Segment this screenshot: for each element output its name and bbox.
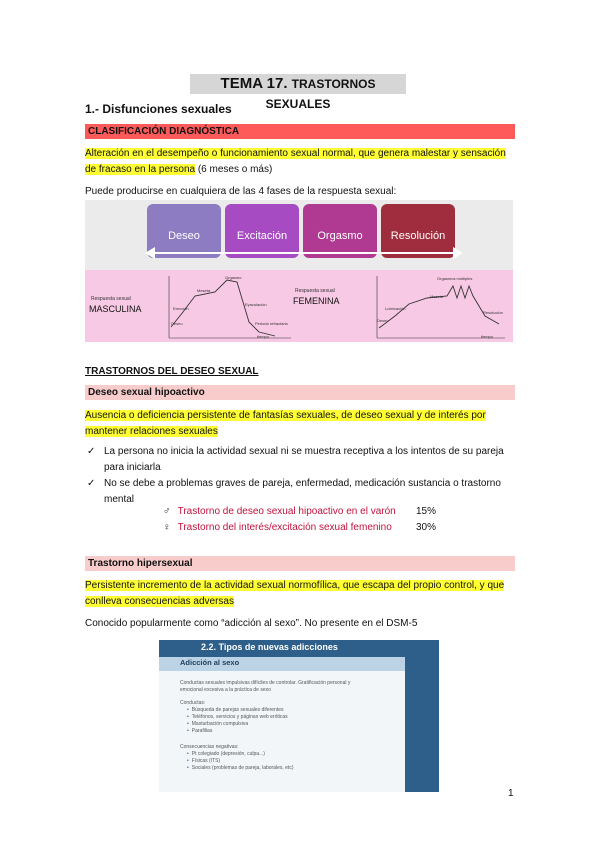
arrow-right-icon: [453, 247, 463, 259]
m-ereccion: Erección: [173, 306, 189, 311]
title-main: TEMA 17.: [220, 75, 288, 92]
slide-n2: • Físicas (ITS): [187, 758, 220, 764]
f-tiempo: tiempo: [481, 334, 494, 339]
page-title: [190, 74, 406, 111]
slide-conductas: Conductas:: [180, 700, 206, 706]
slide-p1: Conductas sexuales impulsivas difíciles de controlar. Gratificación personal y: [180, 680, 351, 686]
prevalence-pct-female: 30%: [416, 522, 437, 533]
response-curves: [85, 270, 513, 342]
m-tiempo: tiempo: [257, 334, 270, 339]
f-meseta: Meseta: [430, 294, 444, 299]
slide-consec: Consecuencias negativas:: [180, 744, 239, 750]
phase-orgasmo: Orgasmo: [303, 204, 377, 258]
definition-line-2: de fracaso en la persona: [85, 164, 196, 175]
clasificacion-definition: [85, 146, 515, 178]
hipo-def-line-1: Ausencia o deficiencia persistente de fantasías sexuales, de deseo sexual y de interés por: [85, 410, 486, 421]
slide-c3: • Masturbación compulsiva: [187, 721, 248, 727]
section-heading-disfunciones: 1.- Disfunciones sexuales: [85, 102, 232, 116]
criterion-2-line-1: No se debe a problemas graves de pareja, enfermedad, medicación sustancia o trastorno: [104, 478, 501, 489]
prevalence-row-female: [163, 521, 453, 535]
male-symbol-icon: ♂: [163, 506, 171, 517]
hipersexual-note: Conocido popularmente como “adicción al sexo”. No presente en el DSM-5: [85, 618, 418, 629]
fem-caption: Respuesta sexual: [295, 288, 335, 294]
check-icon: ✓: [87, 478, 96, 489]
clasificacion-bar: CLASIFICACIÓN DIAGNÓSTICA: [85, 124, 515, 139]
slide-subheader: [159, 657, 405, 671]
m-deseo: Deseo: [171, 321, 183, 326]
phases-diagram: [85, 200, 513, 270]
fem-label: FEMENINA: [293, 296, 340, 306]
phase-deseo: Deseo: [147, 204, 221, 258]
slide-right-band: [405, 657, 439, 792]
definition-line-1: Alteración en el desempeño o funcionamiento sexual normal, que genera malestar y sensación: [85, 148, 506, 159]
phase-resolucion: Resolución: [381, 204, 455, 258]
f-orgasmos: Orgasmos múltiples: [437, 276, 473, 281]
prevalence-row-male: [163, 505, 453, 519]
slide-title: 2.2. Tipos de nuevas adicciones: [201, 642, 338, 652]
fases-intro: Puede producirse en cualquiera de las 4 fases de la respuesta sexual:: [85, 186, 397, 197]
criterion-1-line-2: para iniciarla: [104, 462, 161, 473]
slide-n1: • Pt colegiado (depresión, culpa...): [187, 751, 265, 757]
definition-tail: (6 meses o más): [195, 164, 273, 175]
criterion-2-line-2: mental: [104, 494, 135, 505]
deseo-heading: TRASTORNOS DEL DESEO SEXUAL: [85, 366, 259, 377]
f-resol: Resolución: [483, 310, 503, 315]
prevalence-pct-male: 15%: [416, 506, 437, 517]
prevalence-label-male: Trastorno de deseo sexual hipoactivo en el varón: [177, 506, 396, 517]
hiper-def-line-2: conlleva consecuencias adversas: [85, 596, 234, 607]
female-symbol-icon: ♀: [163, 522, 171, 533]
title-rest: TRASTORNOS SEXUALES: [265, 77, 376, 111]
m-periodo: Periodo refractario: [255, 321, 288, 326]
hipersexual-bar: Trastorno hipersexual: [85, 556, 515, 571]
phase-excitacion: Excitación: [225, 204, 299, 258]
slide-p2: emocional excesiva a la práctica de sexo: [180, 687, 271, 693]
slide-c1: • Búsqueda de parejas sexuales diferentes: [187, 707, 284, 713]
hiper-def-line-1: Persistente incremento de la actividad sexual normofílica, que escapa del propio control, y que: [85, 580, 505, 591]
masc-label: MASCULINA: [89, 304, 142, 314]
check-icon: ✓: [87, 446, 96, 457]
slide-c4: • Parafilias: [187, 728, 212, 734]
prevalence-label-female: Trastorno del interés/excitación sexual femenino: [177, 522, 392, 533]
hipoactivo-definition: [85, 408, 515, 440]
m-meseta: Meseta: [197, 288, 211, 293]
m-orgasmo: Orgasmo: [225, 275, 242, 280]
hipoactivo-bar: Deseo sexual hipoactivo: [85, 385, 515, 400]
criterion-1: [104, 444, 514, 476]
f-lubric: Lubricación: [385, 306, 406, 311]
criterion-2: [104, 476, 514, 508]
hipo-def-line-2: mantener relaciones sexuales: [85, 426, 218, 437]
masc-caption: Respuesta sexual: [91, 296, 131, 302]
arrow-left-icon: [145, 247, 155, 259]
slide-n3: • Sociales (problemas de pareja, laborales, etc): [187, 765, 293, 771]
slide-c2: • Teléfonos, servicios y páginas web eróticas: [187, 714, 288, 720]
phases-arrow-line: [151, 252, 457, 254]
page-number: 1: [508, 788, 514, 799]
f-deseo: Deseo: [377, 318, 389, 323]
m-eyac: Eyaculación: [245, 302, 267, 307]
criterion-1-line-1: La persona no inicia la actividad sexual ni se muestra receptiva a los intentos de su pareja: [104, 446, 504, 457]
slide-subtitle: Adicción al sexo: [180, 658, 240, 667]
hipersexual-definition: [85, 578, 515, 610]
adicciones-slide: [159, 640, 439, 792]
slide-header: [159, 640, 439, 657]
